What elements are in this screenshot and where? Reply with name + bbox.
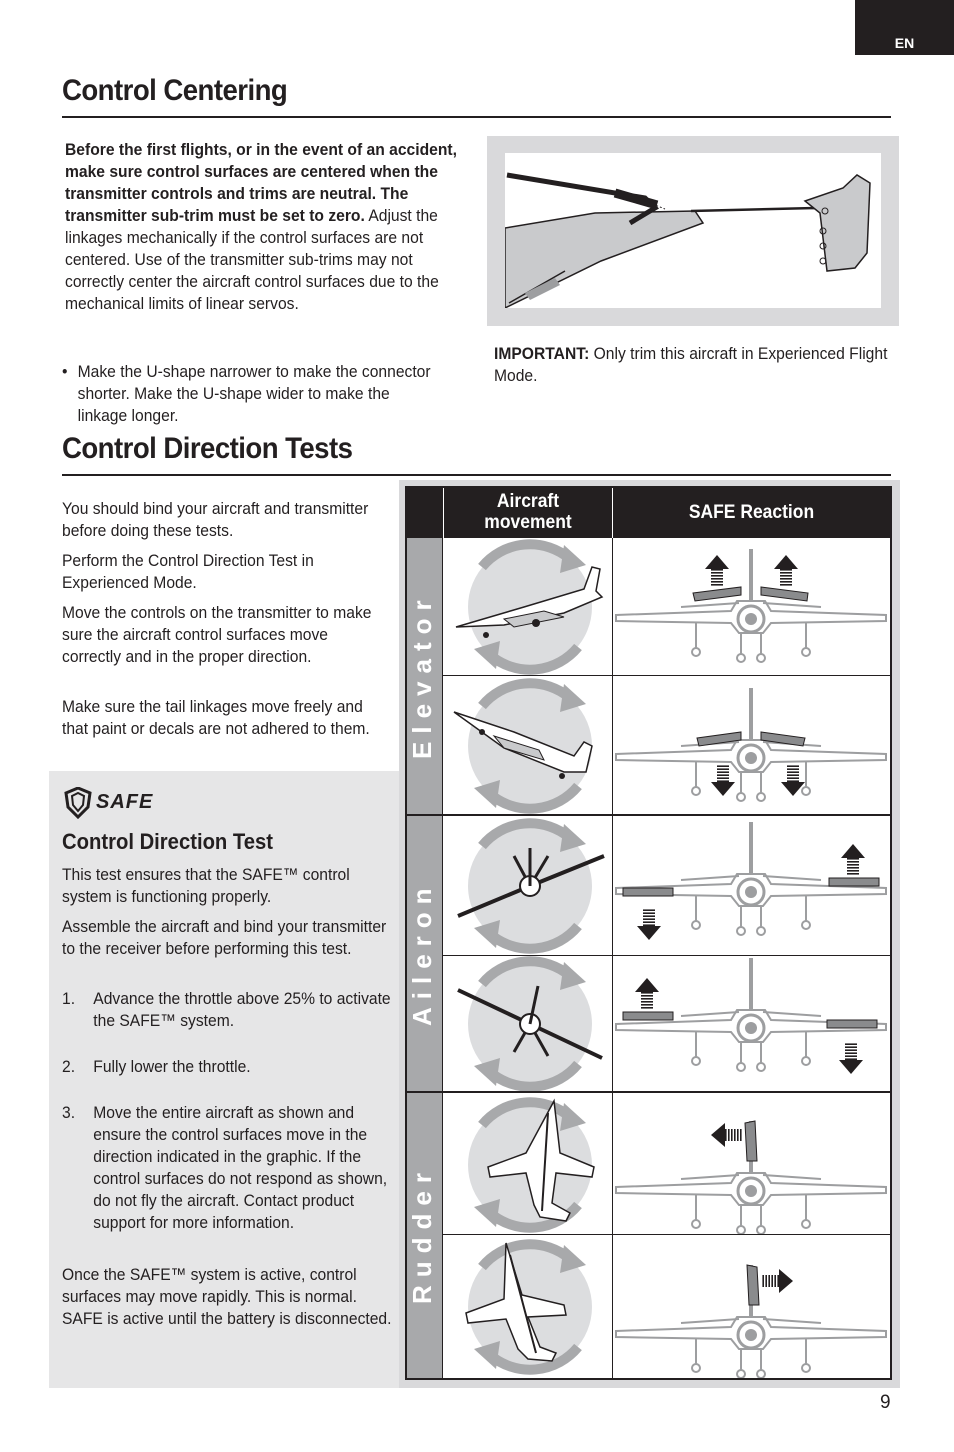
step-number: 3. (62, 1103, 76, 1122)
group-aileron (407, 815, 443, 1091)
movement-roll-right (444, 956, 612, 1091)
safe-step (62, 988, 393, 1032)
step-number: 1. (62, 989, 76, 1008)
important-label: IMPORTANT: (494, 344, 590, 363)
safe-closing: Once the SAFE™ system is active, control surfaces may move rapidly. This is normal. SAFE is active until the battery is disconnected. (62, 1265, 392, 1328)
safe-box-text (62, 864, 393, 1330)
linkage-illustration (487, 136, 899, 326)
centering-bullet (62, 361, 439, 427)
reaction-left-aileron-down-right-up (613, 816, 890, 955)
important-note (494, 343, 890, 387)
step-text: Move the entire aircraft as shown and ensure the control surfaces move in the direction indicated in the graphic. If the control surfaces do not respond as shown, do not fly the aircraft. Contact product support for more information. (93, 1103, 388, 1232)
step-number: 2. (62, 1057, 76, 1076)
intro-p1: You should bind your aircraft and transmitter before doing these tests. (62, 499, 369, 540)
group-label-rudder: Rudder (407, 1165, 437, 1305)
reaction-left-aileron-up-right-down (613, 956, 890, 1091)
safe-step (62, 1056, 393, 1078)
important-text: Only trim this aircraft in Experienced Flight Mode. (494, 344, 888, 385)
safe-step (62, 1102, 393, 1234)
linkage-diagram (505, 153, 881, 308)
reaction-rudder-left (613, 1093, 890, 1234)
group-label-elevator: Elevator (407, 592, 437, 760)
movement-roll-left (444, 816, 612, 955)
section-title-control-direction-tests: Control Direction Tests (62, 432, 353, 465)
centering-bold-intro: Before the first flights, or in the event of an accident, make sure control surfaces are centered when the transmitter controls and trims are neutral. The transmitter sub-trim must be set to zero. (65, 140, 457, 225)
header-aircraft-movement: Aircraft movement (484, 491, 572, 533)
page-number: 9 (880, 1392, 891, 1413)
step-text: Fully lower the throttle. (93, 1057, 251, 1076)
direction-tests-intro (62, 498, 389, 740)
movement-yaw-right (444, 1093, 612, 1234)
step-text: Advance the throttle above 25% to activate the SAFE™ system. (93, 989, 391, 1030)
bullet-dot: • (62, 362, 68, 381)
header-safe-reaction: SAFE Reaction (688, 502, 815, 523)
intro-p4: Make sure the tail linkages move freely and that paint or decals are not adhered to them. (62, 697, 370, 738)
safe-p1: This test ensures that the SAFE™ control system is functioning properly. (62, 865, 350, 906)
title-rule (62, 474, 891, 476)
table-header (407, 488, 890, 538)
reaction-rudder-right (613, 1235, 890, 1378)
group-label-aileron: Aileron (407, 880, 437, 1026)
movement-pitch-down (444, 676, 612, 814)
centering-paragraph (65, 139, 465, 315)
safe-box-title: Control Direction Test (62, 829, 274, 854)
safe-p2: Assemble the aircraft and bind your transmitter to the receiver before performing this test. (62, 917, 387, 958)
group-rudder (407, 1092, 443, 1378)
bullet-text: Make the U-shape narrower to make the connector shorter. Make the U-shape wider to make the linkage longer. (77, 362, 431, 425)
intro-p2: Perform the Control Direction Test in Experienced Mode. (62, 551, 314, 592)
reaction-elevators-down (613, 676, 890, 814)
reaction-elevators-up (613, 539, 890, 675)
direction-table (405, 486, 892, 1380)
intro-p3: Move the controls on the transmitter to make sure the aircraft control surfaces move correctly and in the proper direction. (62, 603, 372, 666)
centering-body: Adjust the linkages mechanically if the control surfaces are not centered. Use of the transmitter sub-trims may not correctly center the aircraft control surfaces due to the mechanical limits of linear servos. (65, 206, 439, 313)
section-title-control-centering: Control Centering (62, 74, 288, 107)
movement-pitch-up (444, 539, 612, 675)
title-rule (62, 116, 891, 118)
group-elevator (407, 538, 443, 814)
safe-logo-text: SAFE (96, 791, 154, 813)
movement-yaw-left (444, 1235, 612, 1378)
language-tab: EN (855, 0, 954, 55)
safe-logo (62, 787, 182, 824)
